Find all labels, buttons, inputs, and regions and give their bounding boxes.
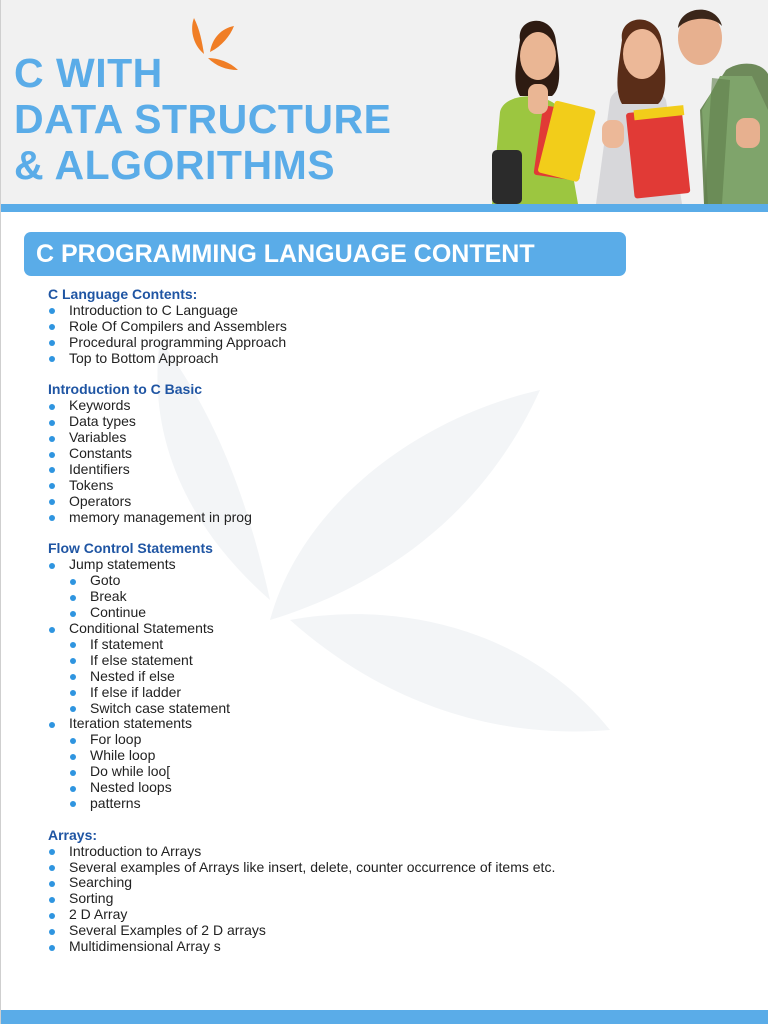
subtopic-list xyxy=(69,637,748,717)
title-line: DATA STRUCTURE xyxy=(14,96,392,142)
header-banner xyxy=(0,0,768,204)
subtopic-item: Nested if else xyxy=(69,669,748,685)
topic-item: Identifiers xyxy=(48,462,748,478)
topic-item: Variables xyxy=(48,430,748,446)
topic-item: Procedural programming Approach xyxy=(48,335,748,351)
subtopic-item: If statement xyxy=(69,637,748,653)
footer-bar xyxy=(0,1010,768,1024)
subtopic-list xyxy=(69,732,748,812)
topic-item: Top to Bottom Approach xyxy=(48,351,748,367)
content-group xyxy=(48,541,748,811)
subtopic-item: Nested loops xyxy=(69,780,748,796)
students-thumbs-up-photo xyxy=(490,0,768,204)
topic-item: Role Of Compilers and Assemblers xyxy=(48,319,748,335)
group-heading: Arrays: xyxy=(48,826,98,843)
topic-item: Introduction to Arrays xyxy=(48,844,748,860)
topic-label: Jump statements xyxy=(69,556,176,573)
topic-item: Introduction to C Language xyxy=(48,303,748,319)
section-title: C PROGRAMMING LANGUAGE CONTENT xyxy=(36,240,535,268)
page-edge xyxy=(0,0,1,1024)
content-group xyxy=(48,828,748,955)
subtopic-item: If else statement xyxy=(69,653,748,669)
group-heading: Introduction to C Basic xyxy=(48,381,202,398)
group-heading: C Language Contents: xyxy=(48,286,198,302)
topic-item xyxy=(48,557,748,621)
topic-list xyxy=(48,844,748,955)
topic-list xyxy=(48,557,748,812)
subtopic-item: If else if ladder xyxy=(69,685,748,701)
butterfly-leaf-logo-icon xyxy=(188,14,240,72)
subtopic-list xyxy=(69,573,748,621)
topic-list xyxy=(48,398,748,525)
subtopic-item: Switch case statement xyxy=(69,701,748,717)
topic-item: Constants xyxy=(48,446,748,462)
subtopic-item: patterns xyxy=(69,796,748,812)
subtopic-item: Goto xyxy=(69,573,748,589)
topic-label: Iteration statements xyxy=(69,715,192,732)
topic-item xyxy=(48,621,748,716)
subtopic-item: Do while loo[ xyxy=(69,764,748,780)
topic-list xyxy=(48,303,748,367)
topic-item xyxy=(48,716,748,811)
content-group xyxy=(48,287,748,367)
topic-item: Several Examples of 2 D arrays xyxy=(48,923,748,939)
topic-item: Multidimensional Array s xyxy=(48,939,748,955)
topic-item: Operators xyxy=(48,494,748,510)
subtopic-item: For loop xyxy=(69,732,748,748)
course-content xyxy=(48,287,748,971)
header-divider xyxy=(0,204,768,212)
group-heading: Flow Control Statements xyxy=(48,540,213,557)
topic-item: 2 D Array xyxy=(48,907,748,923)
title-line: C WITH xyxy=(14,50,163,96)
topic-item: Sorting xyxy=(48,891,748,907)
title-line: & ALGORITHMS xyxy=(14,142,336,188)
topic-label: Conditional Statements xyxy=(69,620,214,636)
topic-item: Tokens xyxy=(48,478,748,494)
section-title-banner xyxy=(24,232,626,276)
topic-item: Searching xyxy=(48,875,748,891)
content-group xyxy=(48,382,748,525)
subtopic-item: While loop xyxy=(69,748,748,764)
topic-item: Data types xyxy=(48,414,748,430)
topic-item: memory management in prog xyxy=(48,510,748,526)
subtopic-item: Break xyxy=(69,589,748,605)
topic-item: Keywords xyxy=(48,398,748,414)
topic-item: Several examples of Arrays like insert, delete, counter occurrence of items etc. xyxy=(48,860,748,876)
subtopic-item: Continue xyxy=(69,605,748,621)
